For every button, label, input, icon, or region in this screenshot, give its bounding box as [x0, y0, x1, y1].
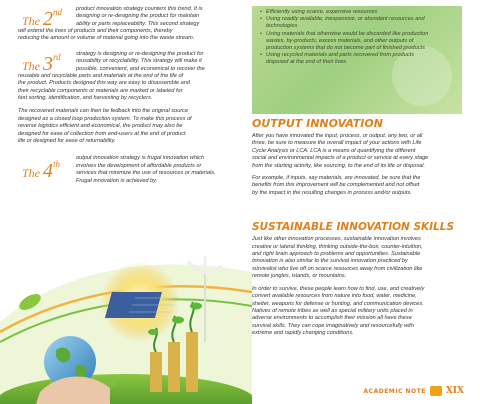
ordinal-4th — [22, 159, 60, 183]
text-line: designing or re-designing the product for maintain — [76, 13, 200, 20]
text-line: remote jungles, islands, or mountains. — [252, 273, 347, 280]
text-line: possible, convenient, and economical to recover the — [76, 65, 205, 72]
text-line: reusability or recyclability. This strategy will make it — [76, 58, 202, 65]
text-line: creative or lateral thinking, thinking outside-the-box, counter-intuition, — [252, 243, 423, 250]
text-line: The recovered materials can then be fedback into the original source — [18, 108, 189, 115]
bullet-list — [252, 6, 462, 67]
text-line: social and environmental impacts of a product or service at every stage — [252, 155, 429, 162]
text-line: by the impact in the resulting changes in process and/or outputs. — [252, 189, 412, 196]
bullet-item — [262, 16, 456, 30]
text-line: Using readily available, inexpensive, or abundant resources and — [266, 16, 425, 23]
text-line: ability or parts replaceability. This second strategy — [76, 20, 200, 27]
output-heading: OUTPUT INNOVATION — [252, 117, 383, 130]
text-line: disposed at the end of their lives — [266, 59, 347, 66]
text-line: from the starting activity, like sourcing, to the end of its life or disposal. — [252, 162, 426, 169]
text-line: benefits from this improvement will be complemented and not offset — [252, 182, 420, 189]
bullet-item — [262, 31, 456, 53]
publication-brand: ACADEMIC NOTE — [363, 387, 426, 395]
bullet-item — [262, 52, 456, 66]
brand-logo-icon — [430, 386, 442, 396]
ordinal-2nd — [22, 7, 62, 31]
right-column — [252, 117, 464, 338]
text-line: Efficiently using scarce, expensive resources — [266, 9, 378, 15]
text-line: survival skills. They can cope imaginatively and resourcefully with — [252, 322, 414, 329]
sustainability-illustration — [0, 232, 252, 404]
text-line: In order to survive, these people learn how to find, use, and creatively — [252, 285, 425, 292]
skills-paragraph-1 — [252, 236, 464, 280]
skills-paragraph-2 — [252, 286, 464, 338]
text-line: reusable and recyclable parts and materials at the end of the life of — [18, 72, 184, 79]
frugal-bullet-box — [252, 6, 462, 114]
text-line: Just like other innovation processes, sustainable innovation involves — [252, 236, 421, 243]
ordinal-number: 3 — [43, 52, 53, 75]
text-line: reducing the amount or volume of material going into the waste stream. — [18, 35, 195, 42]
output-paragraph-1 — [252, 133, 464, 170]
ordinal-prefix: The — [22, 58, 40, 73]
text-line: Cycle Analysis or LCA. LCA is a means of quantifying the different — [252, 147, 416, 154]
text-line: fast sorting, identification, and harvesting by recyclers. — [18, 95, 153, 102]
text-line: Innovation is also similar to the survival innovation practiced by — [252, 258, 408, 265]
text-line: After you have innovated the input, process, or output, any two, or all — [252, 133, 423, 139]
text-line: technologies — [266, 23, 298, 30]
text-line: the product. Products designed this way are easy to disassemble and — [18, 80, 190, 87]
skills-heading: SUSTAINABLE INNOVATION SKILLS — [252, 221, 455, 234]
text-line: designed as a closed loop production system. To make this process of — [18, 115, 192, 122]
ordinal-number: 4 — [43, 160, 53, 183]
text-line: extreme and rapidly changing conditions. — [252, 330, 354, 337]
ordinal-number: 2 — [43, 8, 53, 30]
bullet-item — [262, 9, 456, 16]
text-line: strategy is designing or re-designing the product for — [76, 50, 204, 57]
strategy-3rd — [18, 51, 240, 73]
text-line: Using materials that otherwise would be discarded like production — [266, 30, 429, 37]
ordinal-prefix: The — [22, 166, 40, 181]
text-line: wastes, by-products, excess materials, and other outputs of — [266, 37, 414, 44]
ordinal-3rd — [22, 52, 61, 76]
ordinal-suffix: rd — [53, 51, 61, 62]
recovered-paragraph — [18, 108, 240, 145]
text-line: Using recycled materials and parts recovered from products — [266, 52, 414, 59]
output-paragraph-2 — [252, 175, 464, 197]
text-line: involves the development of affordable products or — [76, 162, 202, 169]
ordinal-suffix: th — [53, 159, 61, 170]
text-line: production systems that do not become part of finished products — [266, 45, 425, 52]
text-line: Natives of remote tribes as well as special military units placed in — [252, 307, 413, 314]
page-footer — [364, 386, 464, 396]
text-line: reverse logistics efficient and economical, the product may also be — [18, 123, 183, 130]
text-line: shelter, weapons for defense or hunting, and communication devices. — [252, 300, 424, 307]
text-line: three, be sure to measure the overall impact of your actions with Life — [252, 140, 422, 147]
ordinal-suffix: nd — [53, 7, 62, 17]
page-number: XIX — [445, 386, 464, 396]
text-line: services that minimize the use of resources or materials. — [76, 170, 216, 177]
text-line: their recyclable components or materials are marked or labeled for — [18, 87, 183, 94]
text-line: designed for ease of collection from end-users at the end of product — [18, 130, 186, 137]
text-line: life or designed for ease of returnability. — [18, 138, 116, 145]
text-line: product innovation strategy counters this trend. It is — [76, 6, 203, 12]
text-line: Frugal innovation is achieved by: — [76, 177, 158, 184]
text-line: output innovation strategy is frugal innovation which — [76, 155, 205, 162]
text-line: For example, if inputs, say materials, are innovated, be sure that the — [252, 175, 421, 182]
text-line: survivalist who live off on scarce resources away from civilization like — [252, 265, 423, 272]
left-column — [18, 6, 240, 185]
text-line: adverse environments to accomplish their mission all have these — [252, 315, 412, 322]
text-line: will extend the lives of products and their components, thereby — [18, 28, 173, 34]
text-line: convert available resources from nature into food, water, medicine, — [252, 293, 417, 300]
text-line: and right brain approach to problems and opportunities. Sustainable — [252, 251, 421, 258]
strategy-2nd — [18, 6, 240, 28]
ordinal-prefix: The — [22, 14, 40, 28]
illustration-svg — [0, 232, 252, 404]
strategy-4th — [18, 155, 240, 185]
